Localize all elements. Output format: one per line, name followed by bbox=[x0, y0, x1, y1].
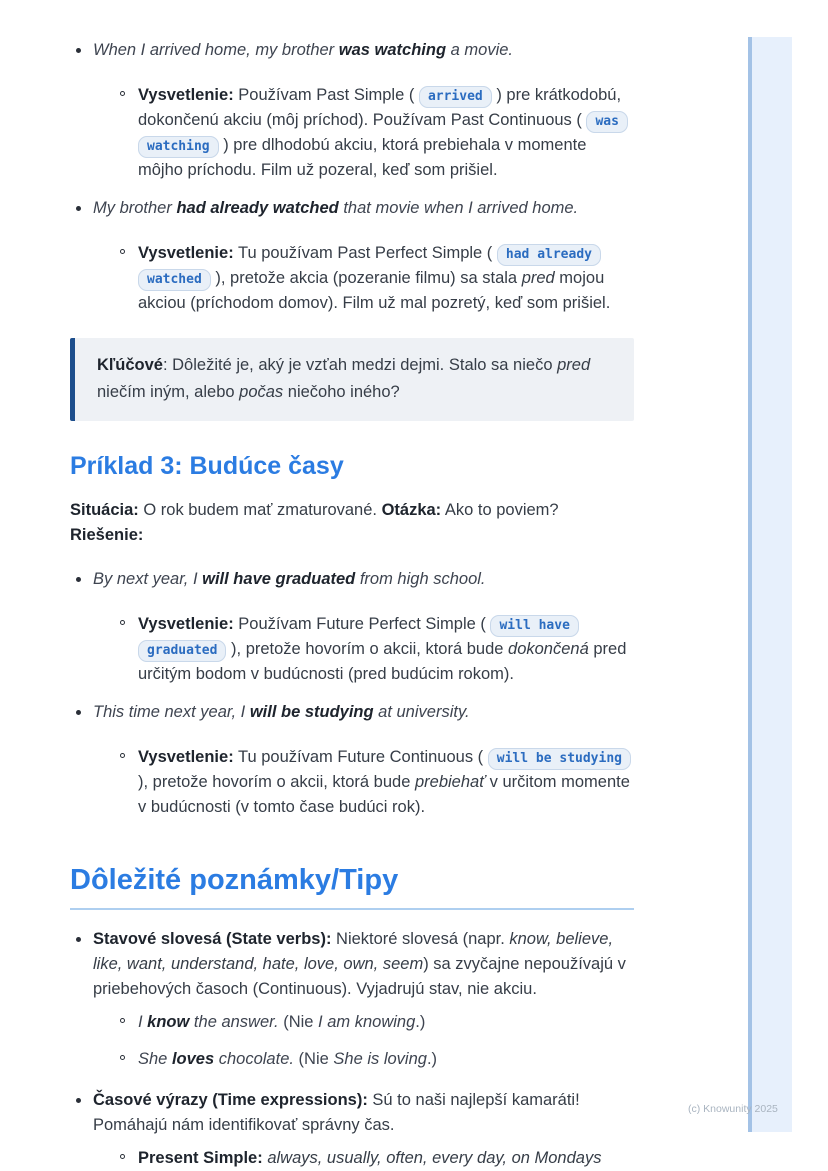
example-sentence-future-perfect: By next year, I will have graduated from high school. bbox=[93, 570, 486, 588]
explanation-sublist bbox=[115, 745, 634, 820]
situation-question-solution-line: Situácia: O rok budem mať zmaturované. Otázka: Ako to poviem? Riešenie: bbox=[70, 501, 559, 544]
copyright-text: (c) Knowunity 2025 bbox=[688, 1103, 778, 1115]
key-point-callout bbox=[70, 338, 634, 421]
time-expressions-examples bbox=[115, 1146, 634, 1171]
section-heading-priklad-3: Príklad 3: Budúce časy bbox=[70, 452, 344, 480]
list-item bbox=[115, 241, 634, 316]
list-item bbox=[70, 196, 634, 316]
list-item bbox=[115, 1010, 634, 1035]
list-item bbox=[115, 745, 634, 820]
list-item bbox=[115, 83, 634, 183]
section-heading-tipy: Dôležité poznámky/Tipy bbox=[70, 864, 399, 896]
callout-text: Kľúčové: Dôležité je, aký je vzťah medzi dejmi. Stalo sa niečo pred niečím iným, alebo počas niečoho iného? bbox=[97, 356, 591, 401]
example-sentence-past-continuous: When I arrived home, my brother was watching a movie. bbox=[93, 41, 513, 59]
bullet-circle-icon bbox=[120, 249, 125, 254]
bullet-circle-icon bbox=[120, 1154, 125, 1159]
example-sentence-future-continuous: This time next year, I will be studying at university. bbox=[93, 703, 470, 721]
time-expressions-tip: Časové výrazy (Time expressions): Sú to naši najlepší kamaráti! Pomáhajú nám identifikovať správny čas. bbox=[93, 1091, 580, 1134]
heading-divider bbox=[70, 908, 634, 910]
list-item bbox=[70, 38, 634, 183]
bullet-circle-icon bbox=[120, 91, 125, 96]
bullet-dot-icon bbox=[76, 206, 81, 211]
list-item bbox=[70, 700, 634, 820]
example-sentence-past-perfect: My brother had already watched that movie when I arrived home. bbox=[93, 199, 579, 217]
bullet-circle-icon bbox=[120, 1055, 125, 1060]
document-content bbox=[70, 38, 634, 1171]
bullet-dot-icon bbox=[76, 937, 81, 942]
example-loves: She loves chocolate. (Nie She is loving.) bbox=[138, 1050, 438, 1068]
bullet-dot-icon bbox=[76, 710, 81, 715]
page-edge-strip bbox=[748, 37, 792, 1132]
list-item bbox=[115, 1146, 634, 1171]
bullet-circle-icon bbox=[120, 1018, 125, 1023]
list-item bbox=[70, 1088, 634, 1171]
bullet-dot-icon bbox=[76, 577, 81, 582]
explanation-future-perfect: Vysvetlenie: Používam Future Perfect Simple ( will have graduated ), pretože hovorím o akcii, ktorá bude dokončená pred určitým bodom v budúcnosti (pred budúcim rokom). bbox=[138, 615, 627, 683]
explanation-sublist bbox=[115, 241, 634, 316]
example-know: I know the answer. (Nie I am knowing.) bbox=[138, 1013, 426, 1031]
present-simple-expressions: Present Simple: always, usually, often, every day, on Mondays bbox=[138, 1149, 602, 1167]
list-item bbox=[70, 927, 634, 1072]
explanation-past-perfect: Vysvetlenie: Tu používam Past Perfect Simple ( had already watched ), pretože akcia (pozeranie filmu) sa stala pred mojou akciou (príchodom domov). Film už mal pozretý, keď som prišiel. bbox=[138, 244, 611, 312]
bullet-circle-icon bbox=[120, 753, 125, 758]
list-item bbox=[70, 567, 634, 687]
bullet-dot-icon bbox=[76, 48, 81, 53]
page-edge-line bbox=[748, 37, 752, 1132]
past-tense-example-list bbox=[70, 38, 634, 316]
list-item bbox=[115, 1047, 634, 1072]
explanation-sublist bbox=[115, 83, 634, 183]
state-verbs-tip: Stavové slovesá (State verbs): Niektoré slovesá (napr. know, believe, like, want, understand, hate, love, own, seem) sa zvyčajne nepoužívajú v priebehových časoch (Continuous). Vyjadrujú stav, nie akciu. bbox=[93, 930, 626, 998]
explanation-past-continuous: Vysvetlenie: Používam Past Simple ( arrived ) pre krátkodobú, dokončenú akciu (môj príchod). Používam Past Continuous ( was watching ) pre dlhodobú akciu, ktorá prebiehala v momente môjho príchodu. Film už pozeral, keď som prišiel. bbox=[138, 86, 628, 179]
tips-list bbox=[70, 927, 634, 1171]
explanation-sublist bbox=[115, 612, 634, 687]
future-tense-example-list bbox=[70, 567, 634, 820]
bullet-dot-icon bbox=[76, 1098, 81, 1103]
bullet-circle-icon bbox=[120, 620, 125, 625]
explanation-future-continuous: Vysvetlenie: Tu používam Future Continuous ( will be studying ), pretože hovorím o akcii, ktorá bude prebiehať v určitom momente v budúcnosti (v tomto čase budúci rok). bbox=[138, 748, 630, 816]
list-item bbox=[115, 612, 634, 687]
state-verbs-examples bbox=[115, 1010, 634, 1072]
